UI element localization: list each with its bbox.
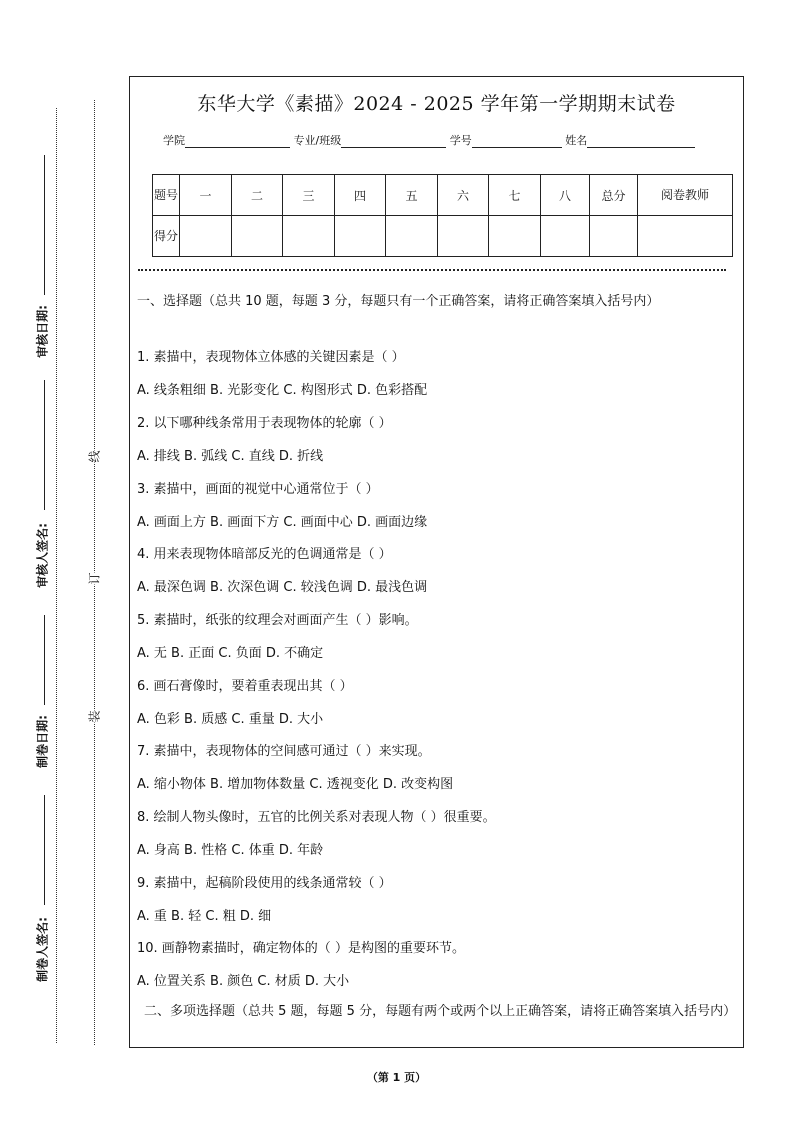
question-5-options: A. 无 B. 正面 C. 负面 D. 不确定 <box>137 646 324 661</box>
student-info-row <box>163 132 695 148</box>
student-id-field[interactable] <box>472 136 562 148</box>
question-8-options: A. 身高 B. 性格 C. 体重 D. 年龄 <box>137 843 324 858</box>
question-4: 4. 用来表现物体暗部反光的色调通常是（ ） <box>137 547 392 562</box>
binding-char-line: 线 <box>87 450 102 463</box>
score-col-header: 八 <box>541 175 590 216</box>
row-label-question-no: 题号 <box>153 175 180 216</box>
name-label: 姓名 <box>565 134 588 147</box>
reviewer-sign-underline <box>44 380 45 510</box>
score-col-header: 七 <box>489 175 541 216</box>
score-cell[interactable] <box>541 216 590 257</box>
question-2-options: A. 排线 B. 弧线 C. 直线 D. 折线 <box>137 449 324 464</box>
question-1-options: A. 线条粗细 B. 光影变化 C. 构图形式 D. 色彩搭配 <box>137 383 428 398</box>
question-1: 1. 素描中，表现物体立体感的关键因素是（ ） <box>137 350 405 365</box>
make-date-underline <box>44 615 45 705</box>
score-col-header: 三 <box>283 175 335 216</box>
question-9-options: A. 重 B. 轻 C. 粗 D. 细 <box>137 909 272 924</box>
exam-title: 东华大学《素描》2024 - 2025 学年第一学期期末试卷 <box>197 93 676 115</box>
question-6: 6. 画石膏像时，要着重表现出其（ ） <box>137 679 353 694</box>
question-4-options: A. 最深色调 B. 次深色调 C. 较浅色调 D. 最浅色调 <box>137 580 428 595</box>
name-field[interactable] <box>587 136 695 148</box>
score-col-header: 二 <box>232 175 283 216</box>
question-3-options: A. 画面上方 B. 画面下方 C. 画面中心 D. 画面边缘 <box>137 515 428 530</box>
question-6-options: A. 色彩 B. 质感 C. 重量 D. 大小 <box>137 712 324 727</box>
score-cell[interactable] <box>590 216 638 257</box>
score-cell[interactable] <box>386 216 438 257</box>
question-7: 7. 素描中，表现物体的空间感可通过（ ）来实现。 <box>137 744 431 759</box>
reviewer-sign-label: 审核人签名: <box>35 523 50 588</box>
score-col-header: 四 <box>335 175 386 216</box>
review-date-label: 审核日期: <box>35 305 50 358</box>
score-col-header: 一 <box>180 175 232 216</box>
maker-sign-underline <box>44 795 45 905</box>
section2-heading: 二、多项选择题（总共 5 题，每题 5 分，每题有两个或两个以上正确答案，请将正确答案填入括号内） <box>144 1004 737 1019</box>
separator-dotted-line <box>138 269 726 271</box>
score-cell[interactable] <box>438 216 489 257</box>
score-col-header-grader: 阅卷教师 <box>638 175 733 216</box>
question-9: 9. 素描中，起稿阶段使用的线条通常较（ ） <box>137 876 392 891</box>
question-10: 10. 画静物素描时，确定物体的（ ）是构图的重要环节。 <box>137 941 465 956</box>
score-cell[interactable] <box>638 216 733 257</box>
major-label: 专业/班级 <box>293 134 342 147</box>
question-10-options: A. 位置关系 B. 颜色 C. 材质 D. 大小 <box>137 974 350 989</box>
student-id-label: 学号 <box>449 134 472 147</box>
score-table <box>152 174 733 257</box>
binding-char-ding: 订 <box>87 572 102 585</box>
score-col-header: 六 <box>438 175 489 216</box>
binding-dotted-line-outer <box>56 108 57 1043</box>
college-label: 学院 <box>163 134 185 147</box>
question-8: 8. 绘制人物头像时，五官的比例关系对表现人物（ ）很重要。 <box>137 810 496 825</box>
score-cell[interactable] <box>180 216 232 257</box>
row-label-score: 得分 <box>153 216 180 257</box>
exam-paper-frame <box>129 76 744 1048</box>
review-date-underline <box>44 155 45 295</box>
section1-heading: 一、选择题（总共 10 题，每题 3 分，每题只有一个正确答案，请将正确答案填入括号内） <box>137 294 660 309</box>
maker-sign-label: 制卷人签名: <box>35 917 50 982</box>
make-date-label: 制卷日期: <box>35 715 50 768</box>
page-number: （第 1 页） <box>366 1071 427 1084</box>
score-cell[interactable] <box>489 216 541 257</box>
score-col-header: 五 <box>386 175 438 216</box>
score-cell[interactable] <box>232 216 283 257</box>
question-5: 5. 素描时，纸张的纹理会对画面产生（ ）影响。 <box>137 613 418 628</box>
question-3: 3. 素描中，画面的视觉中心通常位于（ ） <box>137 482 379 497</box>
major-field[interactable] <box>341 136 446 148</box>
college-field[interactable] <box>185 136 290 148</box>
question-2: 2. 以下哪种线条常用于表现物体的轮廓（ ） <box>137 416 392 431</box>
question-7-options: A. 缩小物体 B. 增加物体数量 C. 透视变化 D. 改变构图 <box>137 777 454 792</box>
score-col-header-total: 总分 <box>590 175 638 216</box>
binding-char-zhuang: 装 <box>87 710 102 723</box>
score-cell[interactable] <box>283 216 335 257</box>
score-cell[interactable] <box>335 216 386 257</box>
